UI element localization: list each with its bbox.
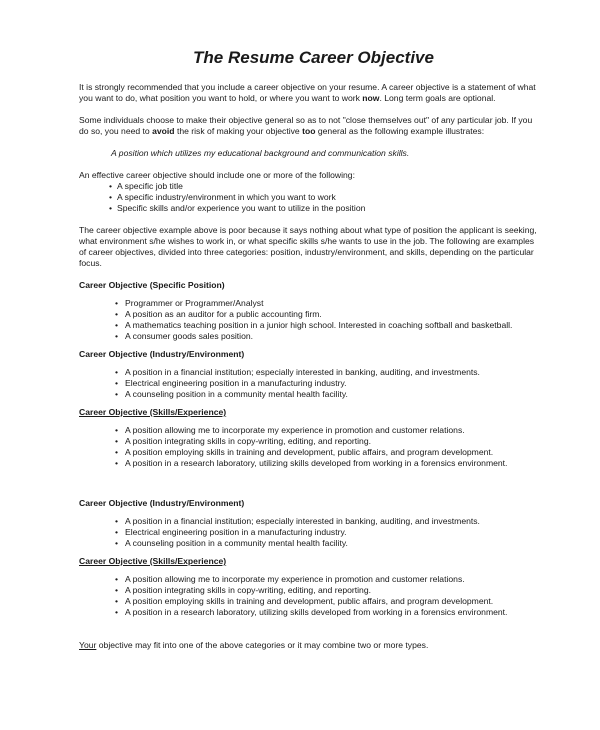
list-item-text: A mathematics teaching position in a junior high school. Interested in coaching softball and basketball. [125,320,513,330]
general-bold-avoid: avoid [152,126,175,136]
intro-text-end: . Long term goals are optional. [379,93,496,103]
list-item [79,458,540,469]
list-item-text: A position integrating skills in copy-writing, editing, and reporting. [125,585,372,595]
skills-list-repeat [79,574,540,618]
list-item [79,596,540,607]
section-heading-industry: Career Objective (Industry/Environment) [79,349,245,359]
skills-list [79,425,540,469]
specific-list [79,298,540,342]
general-paragraph [79,115,540,137]
list-item-text: A position integrating skills in copy-writing, editing, and reporting. [125,436,372,446]
general-bold-too: too [302,126,316,136]
bullet-icon: • [115,516,119,526]
list-item [79,298,540,309]
list-item [79,447,540,458]
list-item-text: A position in a financial institution; especially interested in banking, auditing, and investments. [125,516,480,526]
list-item-text: Electrical engineering position in a manufacturing industry. [125,378,347,388]
general-text-mid: the risk of making your objective [174,126,303,136]
list-item [79,378,540,389]
bullet-icon: • [115,425,119,435]
list-item [79,425,540,436]
bullet-icon: • [115,585,119,595]
list-item-text: A consumer goods sales position. [125,331,254,341]
poor-example-paragraph: The career objective example above is poor because it says nothing about what type of position the applicant is seeking, what environment s/he wishes to work in, or what specific skills s/he wants to use in the job. The following are examples of career objectives, divided into three categories: position, industry/environment, and skills, depending on the particular focus. [79,225,537,268]
list-item [79,436,540,447]
list-item-text: A position allowing me to incorporate my experience in promotion and customer relations. [125,425,465,435]
section-heading-skills: Career Objective (Skills/Experience) [79,407,227,417]
bullet-icon: • [115,436,119,446]
bullet-icon: • [109,181,113,191]
general-text: Some individuals choose to make their objective general so as to not "close themselves out" of any particular job. If you do so, you need to [79,115,533,136]
list-item [79,192,540,203]
section-heading-skills-repeat: Career Objective (Skills/Experience) [79,556,227,566]
list-item [79,331,540,342]
intro-text: It is strongly recommended that you include a career objective on your resume. A career objective is a statement of what you want to do, what position you want to hold, or where you want to work [79,82,536,103]
bullet-icon: • [109,192,113,202]
should-include-text: An effective career objective should include one or more of the following: [79,170,355,180]
industry-list [79,367,540,400]
closing-text: objective may fit into one of the above categories or it may combine two or more types. [96,640,429,650]
bullet-icon: • [115,331,119,341]
bullet-icon: • [115,538,119,548]
general-text-end: general as the following example illustrates: [315,126,485,136]
list-item [79,309,540,320]
list-item-text: A position employing skills in training and development, public affairs, and program development. [125,596,494,606]
list-item-text: A position as an auditor for a public accounting firm. [125,309,322,319]
bullet-icon: • [115,596,119,606]
bullet-icon: • [115,320,119,330]
list-item-text: A specific job title [117,181,183,191]
list-item [79,516,540,527]
bullet-icon: • [115,367,119,377]
list-item [79,574,540,585]
list-item-text: A position in a research laboratory, utilizing skills developed from working in a forensics environment. [125,607,508,617]
bullet-icon: • [115,458,119,468]
bullet-icon: • [115,447,119,457]
list-item-text: A counseling position in a community mental health facility. [125,389,348,399]
list-item [79,538,540,549]
list-item-text: A position in a financial institution; especially interested in banking, auditing, and investments. [125,367,480,377]
include-list [79,181,540,214]
bullet-icon: • [109,203,113,213]
list-item-text: A position in a research laboratory, utilizing skills developed from working in a forensics environment. [125,458,508,468]
bullet-icon: • [115,574,119,584]
page-title: The Resume Career Objective [193,48,434,67]
list-item-text: A position employing skills in training and development, public affairs, and program development. [125,447,494,457]
list-item [79,527,540,538]
list-item-text: Programmer or Programmer/Analyst [125,298,264,308]
intro-bold-now: now [362,93,380,103]
list-item-text: A specific industry/environment in which you want to work [117,192,336,202]
list-item-text: A counseling position in a community mental health facility. [125,538,348,548]
list-item-text: Specific skills and/or experience you want to utilize in the position [117,203,366,213]
industry-list-repeat [79,516,540,549]
list-item [79,203,540,214]
list-item [79,320,540,331]
list-item [79,367,540,378]
closing-paragraph [79,640,540,651]
list-item-text: A position allowing me to incorporate my experience in promotion and customer relations. [125,574,465,584]
bullet-icon: • [115,389,119,399]
list-item [79,389,540,400]
bullet-icon: • [115,607,119,617]
bullet-icon: • [115,298,119,308]
example-quote: A position which utilizes my educational background and communication skills. [111,148,410,158]
section-heading-specific: Career Objective (Specific Position) [79,280,225,290]
list-item [79,585,540,596]
bullet-icon: • [115,378,119,388]
bullet-icon: • [115,527,119,537]
list-item [79,607,540,618]
intro-paragraph [79,82,540,104]
bullet-icon: • [115,309,119,319]
section-heading-industry-repeat: Career Objective (Industry/Environment) [79,498,245,508]
list-item [79,181,540,192]
closing-your: Your [79,640,97,650]
list-item-text: Electrical engineering position in a manufacturing industry. [125,527,347,537]
